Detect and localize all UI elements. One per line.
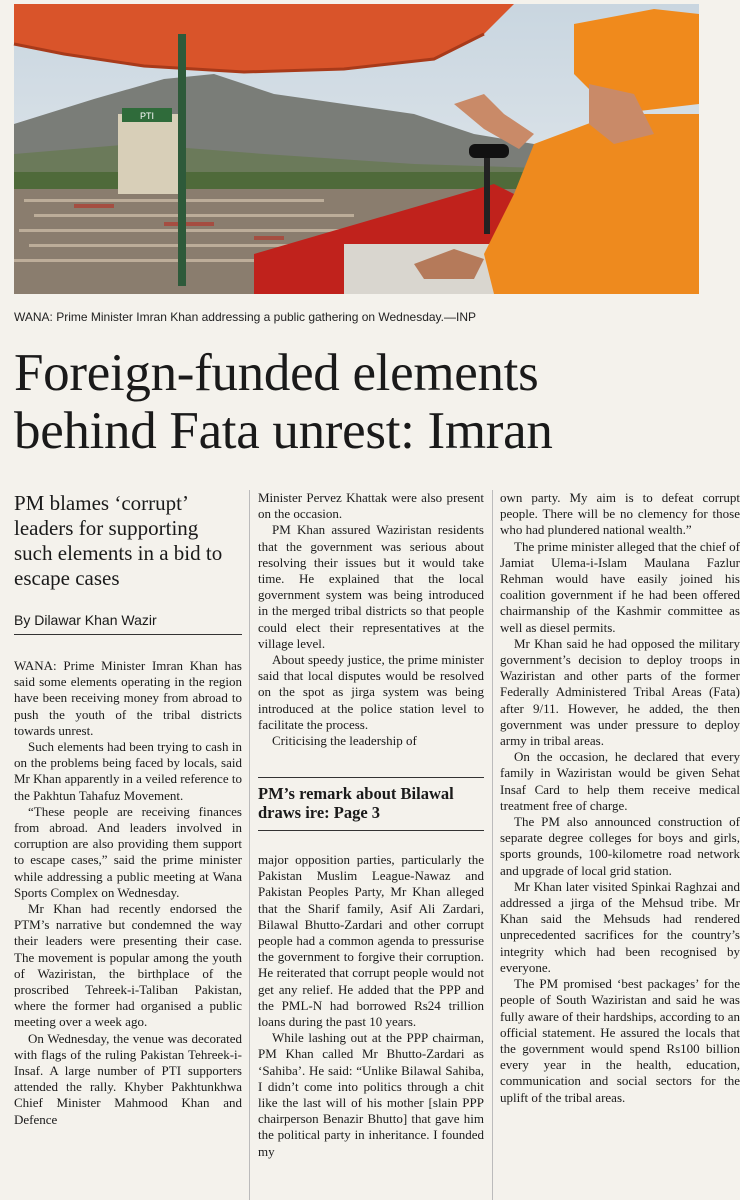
paragraph: “These people are receiving finances from abroad. And leaders involved in corruption are also providing them support to escape cases,” said the prime minister while addressing a public meeting at Wana Sports Complex on Wednesday. — [14, 803, 242, 900]
headline-line-2: behind Fata unrest: Imran — [14, 402, 553, 460]
teaser-text: PM’s remark about Bilawal draws ire: Page 3 — [258, 784, 454, 822]
kicker-subhead: PM blames ‘corrupt’ leaders for supporting such elements in a bid to escape cases — [14, 491, 223, 590]
paragraph: PM Khan assured Waziristan residents that the government was serious about resolving their issues but it would take time. He explained that the local government system was being introduced in the merged tribal districts so that people could elect their representatives at the village level. — [258, 522, 484, 651]
paragraph: Criticising the leadership of — [272, 733, 417, 749]
paragraph: About speedy justice, the prime minister said that local disputes would be resolved on the spot as jirga system was being introduced at the police station level to facilitate the process. — [258, 652, 484, 732]
column-3 — [500, 490, 740, 1200]
column-2-bottom — [258, 852, 484, 1160]
paragraph: own party. My aim is to defeat corrupt people. There will be no clemency for those who had plundered national wealth.” — [500, 490, 740, 538]
paragraph: The prime minister alleged that the chief of Jamiat Ulema-i-Islam Maulana Fazlur Rehman would have easily joined his coalition government if he had been offered chairmanship of the Kashmir committee as well as diesel permits. — [500, 538, 740, 635]
photo-caption: WANA: Prime Minister Imran Khan addressing a public gathering on Wednesday.—INP — [14, 310, 476, 324]
paragraph: Mr Khan had recently endorsed the PTM’s narrative but condemned the way their leaders were presenting their case. The movement is popular among the youth of Waziristan, the birthplace of the proscribed Tehreek-i-Taliban Pakistan, where the former had organised a public meeting over a week ago. — [14, 901, 242, 1030]
paragraph: On Wednesday, the venue was decorated with flags of the ruling Pakistan Tehreek-i-Insaf. A large number of PTI supporters attended the rally. Khyber Pakhtunkhwa Chief Minister Mahmood Khan and Defence — [14, 1030, 242, 1127]
banner-text: PTI — [139, 111, 155, 121]
paragraph: major opposition parties, particularly the Pakistan Muslim League-Nawaz and Pakistan Peoples Party, Mr Khan alleged that the Sharif family, Asif Ali Zardari, Bilawal Bhutto-Zardari and other corrupt people had a common agenda to pressurise the government to forgive their corruption. He reiterated that corrupt people would not get any relief. He added that the PPP and the PML-N had borrowed Rs24 trillion loans during the past 10 years. — [258, 852, 484, 1030]
paragraph: On the occasion, he declared that every family in Waziristan would be given Sehat Insaf Card to help them receive medical treatment free of charge. — [500, 749, 740, 813]
page-teaser[interactable] — [258, 777, 484, 831]
headline — [14, 344, 699, 460]
paragraph: While lashing out at the PPP chairman, PM Khan called Mr Bhutto-Zardari as ‘Sahiba’. He said: “Unlike Bilawal Sahiba, I didn’t come into politics through a chit like the last will of his mother [slain PPP chairperson Benazir Bhutto] that gave him the political party in inheritance. I founded my — [258, 1030, 484, 1159]
headline-line-1: Foreign-funded elements — [14, 344, 539, 402]
byline: By Dilawar Khan Wazir — [14, 612, 242, 635]
paragraph: The PM promised ‘best packages’ for the people of South Waziristan and said he was fully aware of their hardships, according to an official statement. He assured the locals that the government would spend Rs100 billion every year in the health, education, communication and social sectors for the uplift of the tribal areas. — [500, 976, 740, 1105]
column-2-top — [258, 490, 484, 749]
paragraph: Mr Khan later visited Spinkai Raghzai and addressed a jirga of the Mehsud tribe. Mr Khan said the Mehsuds had rendered unprecedented sacrifices for the country’s integrity which had been recognised by everyone. — [500, 878, 740, 975]
paragraph: Such elements had been trying to cash in on the problems being faced by locals, said Mr Khan apparently in a veiled reference to the Pakhtun Tahafuz Movement. — [14, 739, 242, 803]
paragraph: The PM also announced construction of separate degree colleges for boys and girls, sports grounds, 100-kilometre road network and upgrade of local grid station. — [500, 814, 740, 878]
column-divider — [492, 490, 493, 1200]
column-divider — [249, 490, 250, 1200]
paragraph: WANA: Prime Minister Imran Khan has said some elements operating in the region have been receiving money from abroad to push the youth of the tribal districts towards unrest. — [14, 658, 242, 738]
column-1 — [14, 658, 242, 1128]
news-photo — [14, 4, 699, 294]
paragraph: Minister Pervez Khattak were also present on the occasion. — [258, 490, 484, 522]
paragraph: Mr Khan said he had opposed the military government’s decision to deploy troops in Waziristan and other parts of the former Federally Administered Tribal Areas (Fata) after 9/11. However, he added, the then government was under pressure to deploy army in tribal areas. — [500, 635, 740, 749]
